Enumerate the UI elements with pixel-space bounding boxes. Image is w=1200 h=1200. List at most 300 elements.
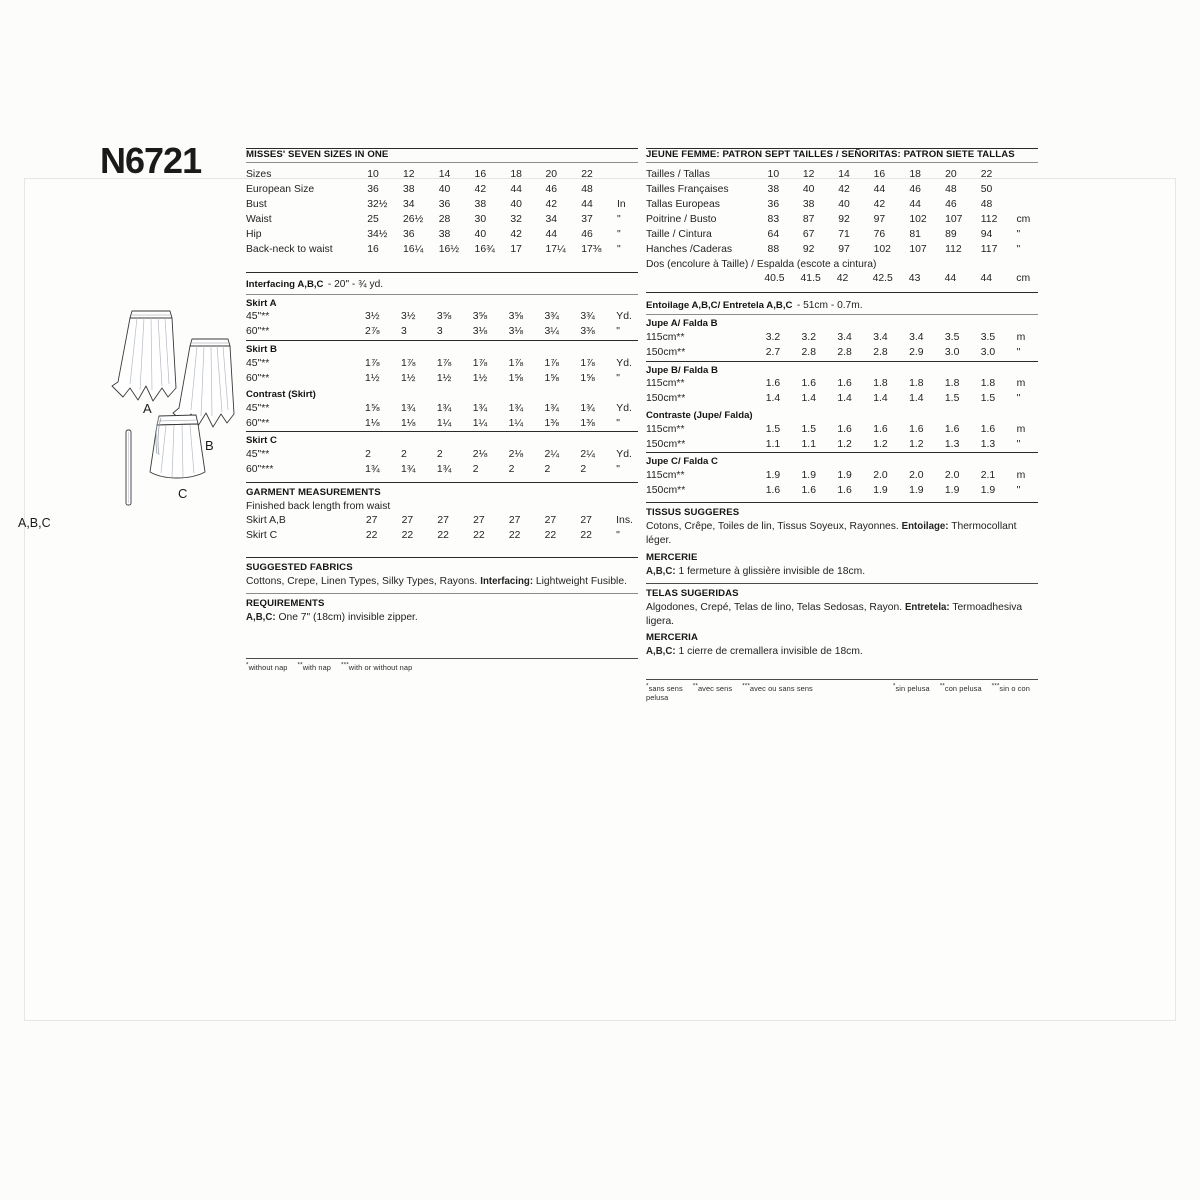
cell-value: 3.4 <box>837 332 852 344</box>
notions-views-fr: A,B,C: <box>646 565 676 577</box>
notions-views-es: A,B,C: <box>646 646 676 658</box>
cell-value: 34½ <box>367 229 388 241</box>
cell-value: 76 <box>873 229 886 241</box>
cell-value: 1.4 <box>873 393 888 405</box>
cell-value: 42.5 <box>872 273 893 285</box>
cell-value: 46 <box>909 183 921 195</box>
cell-value: 2.0 <box>909 469 924 481</box>
table-row <box>246 227 638 242</box>
cell-value: 1½ <box>365 372 380 384</box>
cell-value: 1.2 <box>837 438 852 450</box>
cell-value: 42 <box>474 183 487 195</box>
notions-text-es <box>646 645 1038 659</box>
cell-value: 38 <box>802 198 815 210</box>
row-unit: Yd. <box>616 311 632 323</box>
row-unit: " <box>1016 229 1021 241</box>
row-label: 45"** <box>246 449 270 460</box>
table-row <box>246 197 638 212</box>
yardage-group-heading: Skirt C <box>246 435 277 447</box>
fabrics-interfacing-value-fr: Thermocollant léger. <box>646 521 1017 547</box>
table-row <box>646 197 1038 212</box>
cell-value: 1.6 <box>944 423 960 435</box>
cell-value: 40 <box>474 229 487 241</box>
cell-value: 27 <box>473 514 485 526</box>
row-unit: " <box>616 372 620 384</box>
cell-value: 18 <box>510 168 522 180</box>
cell-value: 3.5 <box>944 332 960 344</box>
cell-value: 41.5 <box>800 273 821 285</box>
table-row <box>646 483 1038 498</box>
cell-value: 36 <box>403 229 415 241</box>
cell-value: 112 <box>945 244 962 256</box>
cell-value: 22 <box>437 530 449 542</box>
row-unit: m <box>1016 423 1026 435</box>
row-label: Skirt C <box>246 530 278 542</box>
cell-value: 27 <box>401 514 414 526</box>
cell-value: 1¾ <box>401 464 416 476</box>
row-unit: " <box>616 530 620 542</box>
table-row <box>246 401 638 416</box>
cell-value: 3 <box>436 326 443 338</box>
cell-value: 22 <box>508 530 521 542</box>
yardage-group-table <box>646 422 1038 452</box>
row-label: Hip <box>246 229 262 241</box>
cell-value: 81 <box>909 229 921 241</box>
cell-value: 18 <box>909 168 921 180</box>
requirements-views-en: A,B,C: <box>246 612 276 624</box>
cell-value: 2 <box>472 464 479 476</box>
cell-value: 27 <box>580 514 592 526</box>
cell-value: 44 <box>909 198 921 210</box>
row-label: 115cm** <box>646 378 685 390</box>
cell-value: 1½ <box>472 372 488 384</box>
cell-value: 46 <box>545 183 557 195</box>
cell-value: 26½ <box>403 214 424 226</box>
cell-value: 1.8 <box>944 378 960 390</box>
row-label: 60"** <box>246 417 270 429</box>
fabrics-list-en: Cottons, Crepe, Linen Types, Silky Types, Rayons. <box>246 576 478 588</box>
cell-value: 3⅜ <box>580 326 595 338</box>
row-unit: " <box>616 464 620 476</box>
yardage-group-table <box>246 401 638 431</box>
cell-value: 1.2 <box>909 438 924 450</box>
row-label: 60"** <box>246 372 270 384</box>
interfacing-value-fr-es: - 51cm - 0.7m. <box>796 299 863 311</box>
cell-value: 107 <box>909 244 927 256</box>
cell-value: 44 <box>581 198 593 210</box>
line-drawing-illustrations <box>110 300 255 530</box>
cell-value: 16 <box>873 168 886 180</box>
cell-value: 22 <box>544 530 557 542</box>
cell-value: 2 <box>580 464 587 476</box>
yardage-group-table <box>246 356 638 386</box>
cell-value: 50 <box>980 183 993 195</box>
footnote-marker: *** <box>991 682 1000 690</box>
cell-value: 1½ <box>400 372 416 384</box>
yardage-group-heading: Skirt A <box>246 297 277 309</box>
cell-value: 3½ <box>400 311 416 323</box>
row-unit: Yd. <box>616 357 632 369</box>
row-unit: " <box>616 326 620 338</box>
row-unit: " <box>1016 393 1021 405</box>
footnotes-fr-es <box>646 680 1038 702</box>
fabrics-list-fr: Cotons, Crêpe, Toiles de lin, Tissus Soyeux, Rayonnes. <box>646 521 899 533</box>
table-row <box>646 468 1038 483</box>
cell-value: 1¾ <box>436 402 452 414</box>
row-label: Tailles / Tallas <box>646 168 710 180</box>
cell-value: 48 <box>945 183 957 195</box>
cell-value: 20 <box>945 168 957 180</box>
footnote-item: *sans sens <box>646 682 683 694</box>
size-table-en <box>246 167 638 258</box>
notions-text-fr <box>646 565 1038 579</box>
table-row <box>246 167 638 182</box>
row-unit <box>617 182 638 197</box>
row-label: Taille / Cintura <box>646 229 712 241</box>
table-row <box>246 513 638 528</box>
cell-value: 1.9 <box>801 469 816 481</box>
cell-value: 1.6 <box>837 484 852 496</box>
view-c-label: C <box>178 486 188 501</box>
cell-value: 2.0 <box>873 469 888 481</box>
table-row <box>646 227 1038 242</box>
suggested-fabrics-title-en: SUGGESTED FABRICS <box>246 562 353 574</box>
cell-value: 40 <box>802 183 815 195</box>
cell-value: 25 <box>367 214 379 226</box>
cell-value: 1.9 <box>909 484 924 496</box>
cell-value: 97 <box>838 244 850 256</box>
view-b-label: B <box>205 438 214 453</box>
cell-value: 22 <box>581 168 593 180</box>
cell-value: 3¼ <box>544 326 559 338</box>
cell-value: 1.9 <box>873 484 888 496</box>
cell-value: 1.8 <box>873 378 888 390</box>
cell-value: 16½ <box>438 244 460 256</box>
table-row <box>646 377 1038 392</box>
yardage-group-heading: Contrast (Skirt) <box>246 389 316 401</box>
cell-value: 30 <box>474 214 487 226</box>
row-unit: Ins. <box>616 514 633 526</box>
row-label: Tallas Europeas <box>646 198 720 210</box>
cell-value: 40.5 <box>764 273 785 285</box>
cell-value: 14 <box>838 168 850 180</box>
cell-value: 1⅛ <box>400 417 416 429</box>
cell-value: 87 <box>802 214 815 226</box>
cell-value: 1.4 <box>801 393 816 405</box>
cell-value: 40 <box>838 198 850 210</box>
cell-value: 1.6 <box>837 423 852 435</box>
cell-value: 1⅞ <box>508 357 524 369</box>
footnote-marker: *** <box>742 682 750 690</box>
cell-value: 1¾ <box>508 402 524 414</box>
cell-value: 1.5 <box>765 423 781 435</box>
cell-value: 2.0 <box>944 469 960 481</box>
cell-value: 2 <box>401 449 407 460</box>
back-length-table-fr-es <box>646 271 1038 286</box>
row-label: 115cm** <box>646 469 685 481</box>
cell-value: 27 <box>437 514 449 526</box>
row-unit: In <box>616 198 626 210</box>
cell-value: 1.5 <box>944 393 960 405</box>
cell-value: 48 <box>581 183 593 195</box>
interfacing-label-en: Interfacing A,B,C <box>246 279 324 291</box>
garment-measurements-table-en <box>246 513 638 543</box>
cell-value: 1.8 <box>980 378 996 390</box>
cell-value: 36 <box>367 183 379 195</box>
yardage-group-table <box>646 377 1038 407</box>
cell-value: 1.1 <box>765 438 781 450</box>
row-unit <box>617 167 638 182</box>
row-unit: cm <box>1016 273 1031 285</box>
cell-value: 17 <box>510 244 522 256</box>
cell-value: 3⅝ <box>508 311 524 323</box>
view-a-label: A <box>143 401 152 416</box>
cell-value: 2.8 <box>837 347 852 359</box>
table-row <box>646 271 1038 286</box>
row-label: Poitrine / Busto <box>646 214 717 226</box>
cell-value: 28 <box>438 214 451 226</box>
cell-value: 89 <box>945 229 957 241</box>
cell-value: 1.6 <box>765 378 781 390</box>
size-table-title-en: MISSES' SEVEN SIZES IN ONE <box>246 149 389 160</box>
row-label: 150cm** <box>646 438 686 450</box>
cell-value: 36 <box>438 198 451 210</box>
cell-value: 22 <box>401 530 414 542</box>
cell-value: 2.1 <box>980 469 996 481</box>
cell-value: 83 <box>767 214 780 226</box>
cell-value: 112 <box>980 214 998 226</box>
footnote-item: ***with or without nap <box>341 661 413 673</box>
cell-value: 3.0 <box>944 347 960 359</box>
cell-value: 1¼ <box>508 417 524 429</box>
cell-value: 2⅛ <box>472 449 488 460</box>
cell-value: 22 <box>365 530 378 542</box>
cell-value: 97 <box>873 214 886 226</box>
zipper-drawing <box>126 430 131 505</box>
cell-value: 38 <box>403 183 415 195</box>
skirt-view-b-drawing <box>173 339 234 427</box>
yardage-group-heading: Jupe B/ Falda B <box>646 364 718 376</box>
row-label: Tailles Françaises <box>646 183 729 195</box>
yardage-group-table <box>246 447 638 477</box>
fabrics-interfacing-label-fr: Entoilage: <box>901 521 949 533</box>
cell-value: 32½ <box>367 198 388 210</box>
cell-value: 1.4 <box>837 393 852 405</box>
cell-value: 117 <box>980 244 998 256</box>
cell-value: 44 <box>980 273 993 285</box>
table-row <box>246 182 638 197</box>
cell-value: 1.6 <box>980 423 996 435</box>
row-label: Skirt A,B <box>246 514 286 526</box>
cell-value: 44 <box>545 229 557 241</box>
cell-value: 1⅞ <box>472 357 488 369</box>
yardage-group-heading: Skirt B <box>246 343 277 355</box>
row-unit: " <box>1016 347 1021 359</box>
interfacing-label-fr-es: Entoilage A,B,C/ Entretela A,B,C <box>646 299 793 311</box>
cell-value: 92 <box>838 214 850 226</box>
cell-value: 42 <box>873 198 886 210</box>
cell-value: 1¾ <box>436 464 452 476</box>
cell-value: 1¾ <box>365 464 380 476</box>
cell-value: 1.9 <box>837 469 852 481</box>
row-label: 60"** <box>246 326 270 338</box>
row-unit: " <box>616 229 621 241</box>
cell-value: 2 <box>544 464 551 476</box>
cell-value: 27 <box>508 514 521 526</box>
cell-value: 102 <box>909 214 927 226</box>
table-row <box>246 356 638 371</box>
row-unit: " <box>1016 438 1021 450</box>
fabrics-list-es: Algodones, Crepé, Telas de lino, Telas Sedosas, Rayon. <box>646 601 903 613</box>
yardage-group-table <box>646 468 1038 498</box>
row-label: 150cm** <box>646 484 686 496</box>
table-row <box>246 325 638 340</box>
cell-value: 1⅜ <box>580 417 595 429</box>
table-row <box>246 371 638 386</box>
row-unit: " <box>616 214 621 226</box>
cell-value: 43 <box>908 273 921 285</box>
requirements-notions-en: One 7" (18cm) invisible zipper. <box>278 612 418 624</box>
cell-value: 3.0 <box>980 347 996 359</box>
back-length-label-fr-es: Dos (encolure à Taille) / Espalda (escote a cintura) <box>646 258 877 270</box>
cell-value: 64 <box>767 229 780 241</box>
cell-value: 44 <box>944 273 957 285</box>
cell-value: 1⅞ <box>436 357 452 369</box>
row-unit: " <box>616 417 620 429</box>
row-label: 60"*** <box>246 464 274 476</box>
cell-value: 14 <box>438 168 451 180</box>
size-table-title-fr-es: JEUNE FEMME: PATRON SEPT TAILLES / SEÑORITAS: PATRON SIETE TALLAS <box>646 149 1015 160</box>
garment-measurements-title-en: GARMENT MEASUREMENTS <box>246 486 381 498</box>
row-label: 150cm** <box>646 393 686 405</box>
footnote-marker: * <box>646 682 649 690</box>
cell-value: 38 <box>474 198 487 210</box>
footnote-marker: ** <box>939 682 945 690</box>
yardage-group-table <box>246 310 638 340</box>
cell-value: 2⅛ <box>508 449 524 460</box>
french-spanish-content-column <box>646 148 1038 702</box>
fabrics-title-es: TELAS SUGERIDAS <box>646 587 739 599</box>
footnote-item: ***sin o con pelusa <box>646 682 1030 703</box>
cell-value: 42 <box>836 273 849 285</box>
row-label: 150cm** <box>646 347 686 359</box>
row-label: Bust <box>246 198 267 210</box>
cell-value: 1⅜ <box>544 417 559 429</box>
cell-value: 40 <box>510 198 522 210</box>
row-label: 45"** <box>246 311 270 323</box>
fabrics-interfacing-label-en: Interfacing: <box>480 576 534 588</box>
footnote-item: *without nap <box>246 661 288 673</box>
row-unit <box>1016 182 1038 197</box>
cell-value: 1½ <box>436 372 452 384</box>
cell-value: 3⅝ <box>472 311 488 323</box>
cell-value: 2¼ <box>580 449 595 460</box>
cell-value: 1.9 <box>980 484 996 496</box>
cell-value: 2.7 <box>765 347 781 359</box>
cell-value: 3¾ <box>544 311 559 323</box>
cell-value: 1.9 <box>944 484 960 496</box>
table-row <box>246 462 638 477</box>
row-unit <box>1016 167 1038 182</box>
cell-value: 1⅞ <box>544 357 559 369</box>
cell-value: 27 <box>544 514 557 526</box>
footnote-item: **with nap <box>297 661 332 673</box>
yardage-group-heading: Jupe A/ Falda B <box>646 318 718 330</box>
cell-value: 36 <box>767 198 780 210</box>
row-unit: " <box>1016 484 1021 496</box>
cell-value: 1.1 <box>801 438 816 450</box>
skirt-view-c-drawing <box>150 415 205 478</box>
cell-value: 16¾ <box>474 244 495 256</box>
yardage-group-heading: Jupe C/ Falda C <box>646 456 718 468</box>
footnote-marker: ** <box>297 661 303 669</box>
cell-value: 1.4 <box>909 393 924 405</box>
cell-value: 1¾ <box>472 402 488 414</box>
row-label: Sizes <box>246 168 272 180</box>
cell-value: 1¼ <box>472 417 488 429</box>
cell-value: 1.4 <box>765 393 781 405</box>
footnote-marker: *** <box>341 661 349 669</box>
garment-measurements-subtitle-en: Finished back length from waist <box>246 500 391 512</box>
table-row <box>646 243 1038 258</box>
footnote-item: ***avec ou sans sens <box>742 682 813 694</box>
cell-value: 3.2 <box>801 332 816 344</box>
notions-value-fr: 1 fermeture à glissière invisible de 18cm. <box>678 565 866 577</box>
cell-value: 88 <box>767 244 780 256</box>
table-row <box>646 212 1038 227</box>
english-content-column <box>246 148 638 672</box>
cell-value: 1.6 <box>801 484 816 496</box>
cell-value: 1⅝ <box>544 372 559 384</box>
cell-value: 20 <box>545 168 557 180</box>
cell-value: 10 <box>367 168 379 180</box>
row-label: 115cm** <box>646 332 685 344</box>
cell-value: 2¼ <box>544 449 559 460</box>
cell-value: 92 <box>802 244 815 256</box>
requirements-text-en <box>246 611 638 625</box>
cell-value: 1⅞ <box>400 357 416 369</box>
cell-value: 22 <box>580 530 592 542</box>
cell-value: 94 <box>980 229 993 241</box>
cell-value: 1⅛ <box>365 417 380 429</box>
cell-value: 37 <box>581 214 593 226</box>
cell-value: 1⅝ <box>508 372 524 384</box>
cell-value: 1.8 <box>909 378 924 390</box>
cell-value: 2.8 <box>801 347 816 359</box>
cell-value: 42 <box>545 198 557 210</box>
table-row <box>246 528 638 543</box>
row-label: European Size <box>246 183 315 195</box>
cell-value: 107 <box>945 214 963 226</box>
cell-value: 102 <box>873 244 891 256</box>
cell-value: 1¾ <box>400 402 416 414</box>
cell-value: 1.6 <box>801 378 816 390</box>
suggested-fabrics-text-en <box>246 575 638 589</box>
row-unit: m <box>1016 378 1026 390</box>
yardage-group-heading: Contraste (Jupe/ Falda) <box>646 409 753 421</box>
cell-value: 10 <box>767 168 780 180</box>
cell-value: 3⅛ <box>508 326 524 338</box>
row-label: Waist <box>246 214 272 226</box>
footnote-item: *sin pelusa <box>892 682 930 694</box>
table-row <box>246 243 638 258</box>
cell-value: 2 <box>436 449 443 460</box>
footnote-item: **con pelusa <box>939 682 982 694</box>
interfacing-value-en: - 20" - ¾ yd. <box>327 279 384 291</box>
cell-value: 1¼ <box>436 417 452 429</box>
footnote-item: **avec sens <box>692 682 733 694</box>
cell-value: 2 <box>508 464 515 476</box>
